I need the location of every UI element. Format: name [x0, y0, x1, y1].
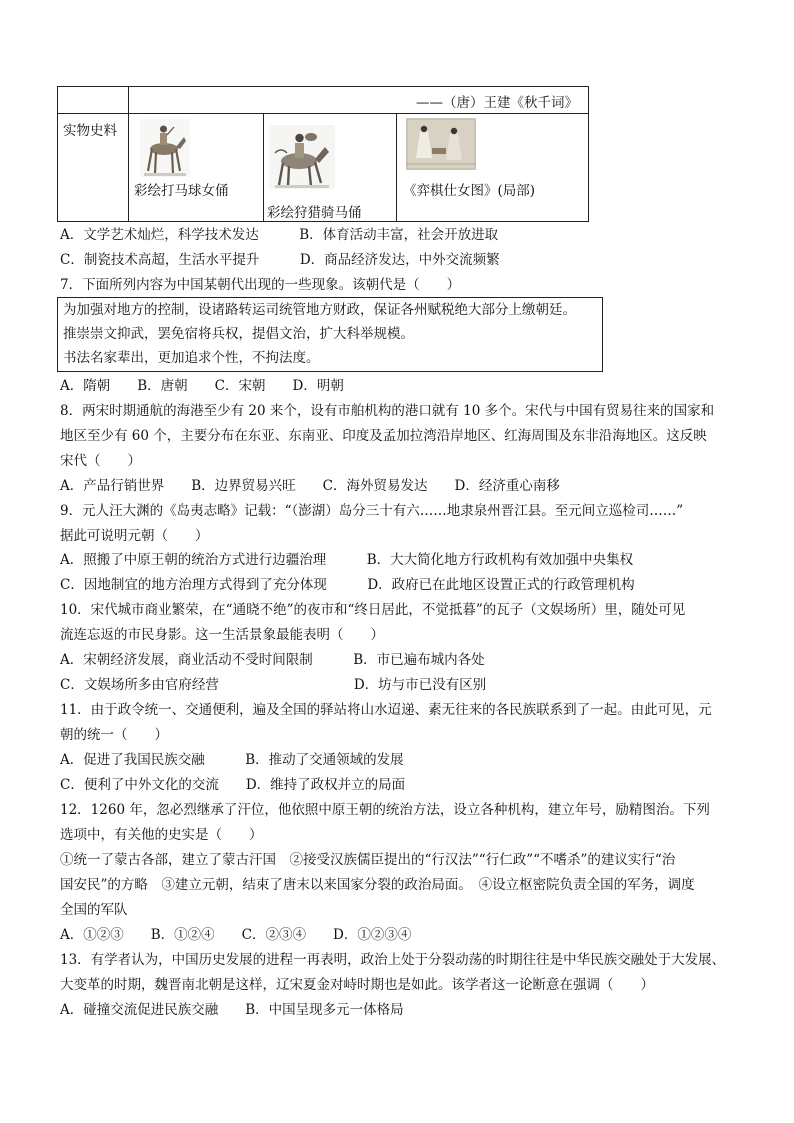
- q8-stem-line2: 地区至少有 60 个，主要分布在东亚、东南亚、印度及孟加拉湾沿岸地区、红海周围及东非沿海地区。这反映: [60, 428, 707, 444]
- q6-options-row2: C．制瓷技术高超，生活水平提升 D．商品经济发达，中外交流频繁: [60, 252, 500, 268]
- q12-item-line3: 全国的军队: [60, 902, 128, 918]
- row-label-artifacts: 实物史料: [63, 123, 117, 139]
- q11-stem-line1: 11．由于政令统一、交通便利，遍及全国的驿站将山水迢递、素无往来的各民族联系到了一起。由此可见，元: [60, 702, 712, 718]
- q9-options-row1: A．照搬了中原王朝的统治方式进行边疆治理 B．大大简化地方行政机构有效加强中央集权: [60, 552, 634, 568]
- q10-stem-line2: 流连忘返的市民身影。这一生活景象最能表明（ ）: [60, 627, 384, 643]
- q9-options-row2: C．因地制宜的地方治理方式得到了充分体现 D．政府已在此地区设置正式的行政管理机构: [60, 577, 635, 593]
- q8-stem-line3: 宋代（ ）: [60, 453, 141, 469]
- poem-citation: ——（唐）王建《秋千词》: [416, 95, 578, 111]
- q12-stem-line1: 12．1260 年，忽必烈继承了汗位，他依照中原王朝的统治方法，设立各种机构，建立年号，励精图治。下列: [60, 802, 710, 818]
- q11-options-row2: C．便利了中外文化的交流 D．维持了政权并立的局面: [60, 777, 406, 793]
- q7-box-line: 为加强对地方的控制，设诸路转运司统管地方财政，保证各州赋税绝大部分上缴朝廷。: [63, 302, 576, 318]
- source-table: [57, 86, 589, 222]
- q10-options-row2: C．文娱场所多由官府经营 D．坊与市已没有区别: [60, 677, 487, 693]
- q9-stem-line2: 据此可说明元朝（ ）: [60, 528, 209, 544]
- q12-options: A．①②③ B．①②④ C．②③④ D．①②③④: [60, 927, 412, 943]
- caption-hunting-rider-figurine: 彩绘狩猎骑马俑: [267, 205, 362, 221]
- caption-chess-ladies-painting: 《弈棋仕女图》(局部): [403, 183, 536, 199]
- q10-stem-line1: 10．宋代城市商业繁荣，在“通晓不绝”的夜市和“终日居此，不觉抵暮”的瓦子（文娱场所）里，随处可见: [60, 602, 686, 618]
- q7-box-line: 推崇崇文抑武，罢免宿将兵权，提倡文治，扩大科举规模。: [63, 326, 414, 342]
- q13-options-row1: A．碰撞交流促进民族交融 B．中国呈现多元一体格局: [60, 1002, 404, 1018]
- q11-stem-line2: 朝的统一（ ）: [60, 727, 168, 743]
- q8-stem-line1: 8．两宋时期通航的海港至少有 20 来个，设有市舶机构的港口就有 10 多个。宋代与中国有贸易往来的国家和: [60, 403, 715, 419]
- q12-stem-line2: 选项中，有关他的史实是（ ）: [60, 827, 263, 843]
- hunting-rider-figurine-image: [269, 125, 335, 189]
- q12-item-line2: 国安民”的方略 ③建立元朝，结束了唐末以来国家分裂的政治局面。 ④设立枢密院负责全国的军务，调度: [60, 877, 695, 893]
- q9-stem-line1: 9．元人汪大渊的《岛夷志略》记载：“（澎湖）岛分三十有六……地隶泉州晋江县。至元间立巡检司……”: [60, 503, 684, 519]
- chess-ladies-painting-image: [406, 118, 476, 170]
- table-divider: [396, 113, 397, 221]
- q11-options-row1: A．促进了我国民族交融 B．推动了交通领域的发展: [60, 752, 404, 768]
- q12-item-line1: ①统一了蒙古各部，建立了蒙古汗国 ②接受汉族儒臣提出的“行汉法”“行仁政”“不嗜杀”的建议实行“治: [60, 852, 676, 868]
- q13-stem-line2: 大变革的时期，魏晋南北朝是这样，辽宋夏金对峙时期也是如此。该学者这一论断意在强调（ ）: [60, 977, 654, 993]
- q8-options: A．产品行销世界 B．边界贸易兴旺 C．海外贸易发达 D．经济重心南移: [60, 478, 560, 494]
- q10-options-row1: A．宋朝经济发展，商业活动不受时间限制 B．市已遍布城内各处: [60, 652, 485, 668]
- table-divider: [263, 113, 264, 221]
- q13-stem-line1: 13．有学者认为，中国历史发展的进程一再表明，政治上处于分裂动荡的时期往往是中华民族交融处于大发展、: [60, 952, 726, 968]
- q7-phenomena-box: [57, 297, 603, 372]
- q7-stem: 7．下面所列内容为中国某朝代出现的一些现象。该朝代是（ ）: [60, 277, 461, 293]
- polo-figurine-image: [140, 119, 190, 177]
- q7-box-line: 书法名家辈出，更加追求个性，不拘法度。: [63, 350, 320, 366]
- table-divider: [58, 113, 588, 114]
- table-divider: [128, 87, 129, 221]
- q6-options-row1: A．文学艺术灿烂，科学技术发达 B．体育活动丰富，社会开放进取: [60, 227, 499, 243]
- q7-options: A．隋朝 B．唐朝 C．宋朝 D．明朝: [60, 378, 344, 394]
- caption-polo-figurine: 彩绘打马球女俑: [134, 183, 229, 199]
